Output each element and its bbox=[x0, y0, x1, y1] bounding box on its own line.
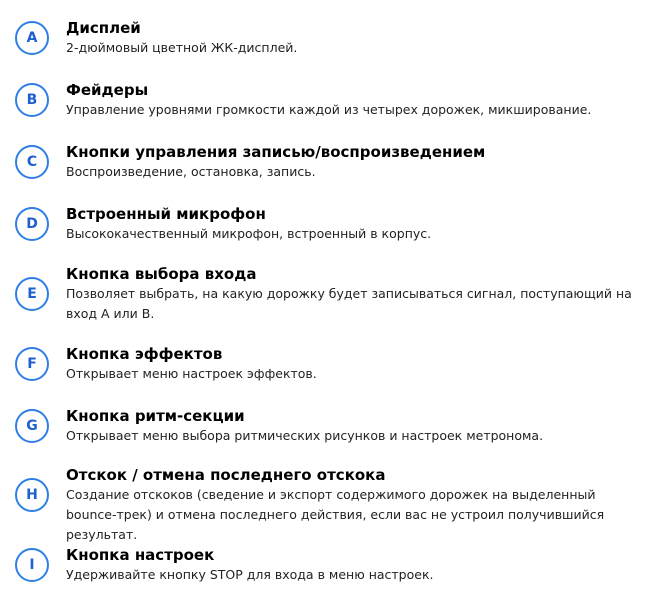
letter-badge-d bbox=[15, 207, 49, 241]
badge-letter: G bbox=[26, 418, 38, 434]
letter-badge-f bbox=[15, 347, 49, 381]
badge-letter: H bbox=[26, 487, 38, 503]
badge-letter: I bbox=[29, 557, 35, 573]
item-title: Кнопка эффектов bbox=[66, 345, 223, 363]
item-title: Отскок / отмена последнего отскока bbox=[66, 466, 386, 484]
letter-badge-h bbox=[15, 478, 49, 512]
item-title: Дисплей bbox=[66, 19, 141, 37]
item-text bbox=[66, 406, 646, 446]
item-description: 2-дюймовый цветной ЖК-дисплей. bbox=[66, 40, 298, 55]
badge-letter: B bbox=[26, 92, 38, 108]
badge-letter: C bbox=[26, 154, 38, 170]
item-text bbox=[66, 545, 646, 585]
letter-badge-g bbox=[15, 409, 49, 443]
badge-letter: A bbox=[26, 30, 38, 46]
item-text bbox=[66, 264, 646, 324]
item-title: Встроенный микрофон bbox=[66, 205, 266, 223]
letter-badge-b bbox=[15, 83, 49, 117]
letter-badge-e bbox=[15, 277, 49, 311]
item-description: Высококачественный микрофон, встроенный в корпус. bbox=[66, 226, 432, 241]
item-title: Кнопки управления записью/воспроизведением bbox=[66, 143, 486, 161]
letter-badge-a bbox=[15, 21, 49, 55]
item-description: Создание отскоков (сведение и экспорт содержимого дорожек на выделенный bounce-трек) и отмена последнего действия, если вас не устроил получившийся результат. bbox=[66, 487, 605, 542]
item-text bbox=[66, 204, 646, 244]
item-description: Позволяет выбрать, на какую дорожку будет записываться сигнал, поступающий на вход A или B. bbox=[66, 286, 632, 321]
item-title: Кнопка ритм-секции bbox=[66, 407, 245, 425]
item-title: Фейдеры bbox=[66, 81, 149, 99]
item-text bbox=[66, 80, 646, 120]
item-title: Кнопка настроек bbox=[66, 546, 215, 564]
item-text bbox=[66, 344, 646, 384]
badge-letter: E bbox=[27, 286, 37, 302]
letter-badge-c bbox=[15, 145, 49, 179]
item-description: Управление уровнями громкости каждой из четырех дорожек, микширование. bbox=[66, 102, 592, 117]
badge-letter: F bbox=[27, 356, 37, 372]
item-description: Воспроизведение, остановка, запись. bbox=[66, 164, 316, 179]
item-text bbox=[66, 142, 646, 182]
item-text bbox=[66, 465, 646, 545]
item-description: Открывает меню настроек эффектов. bbox=[66, 366, 317, 381]
item-text bbox=[66, 18, 646, 58]
badge-letter: D bbox=[26, 216, 38, 232]
item-description: Открывает меню выбора ритмических рисунков и настроек метронома. bbox=[66, 428, 544, 443]
letter-badge-i bbox=[15, 548, 49, 582]
item-title: Кнопка выбора входа bbox=[66, 265, 257, 283]
item-description: Удерживайте кнопку STOP для входа в меню настроек. bbox=[66, 567, 434, 582]
